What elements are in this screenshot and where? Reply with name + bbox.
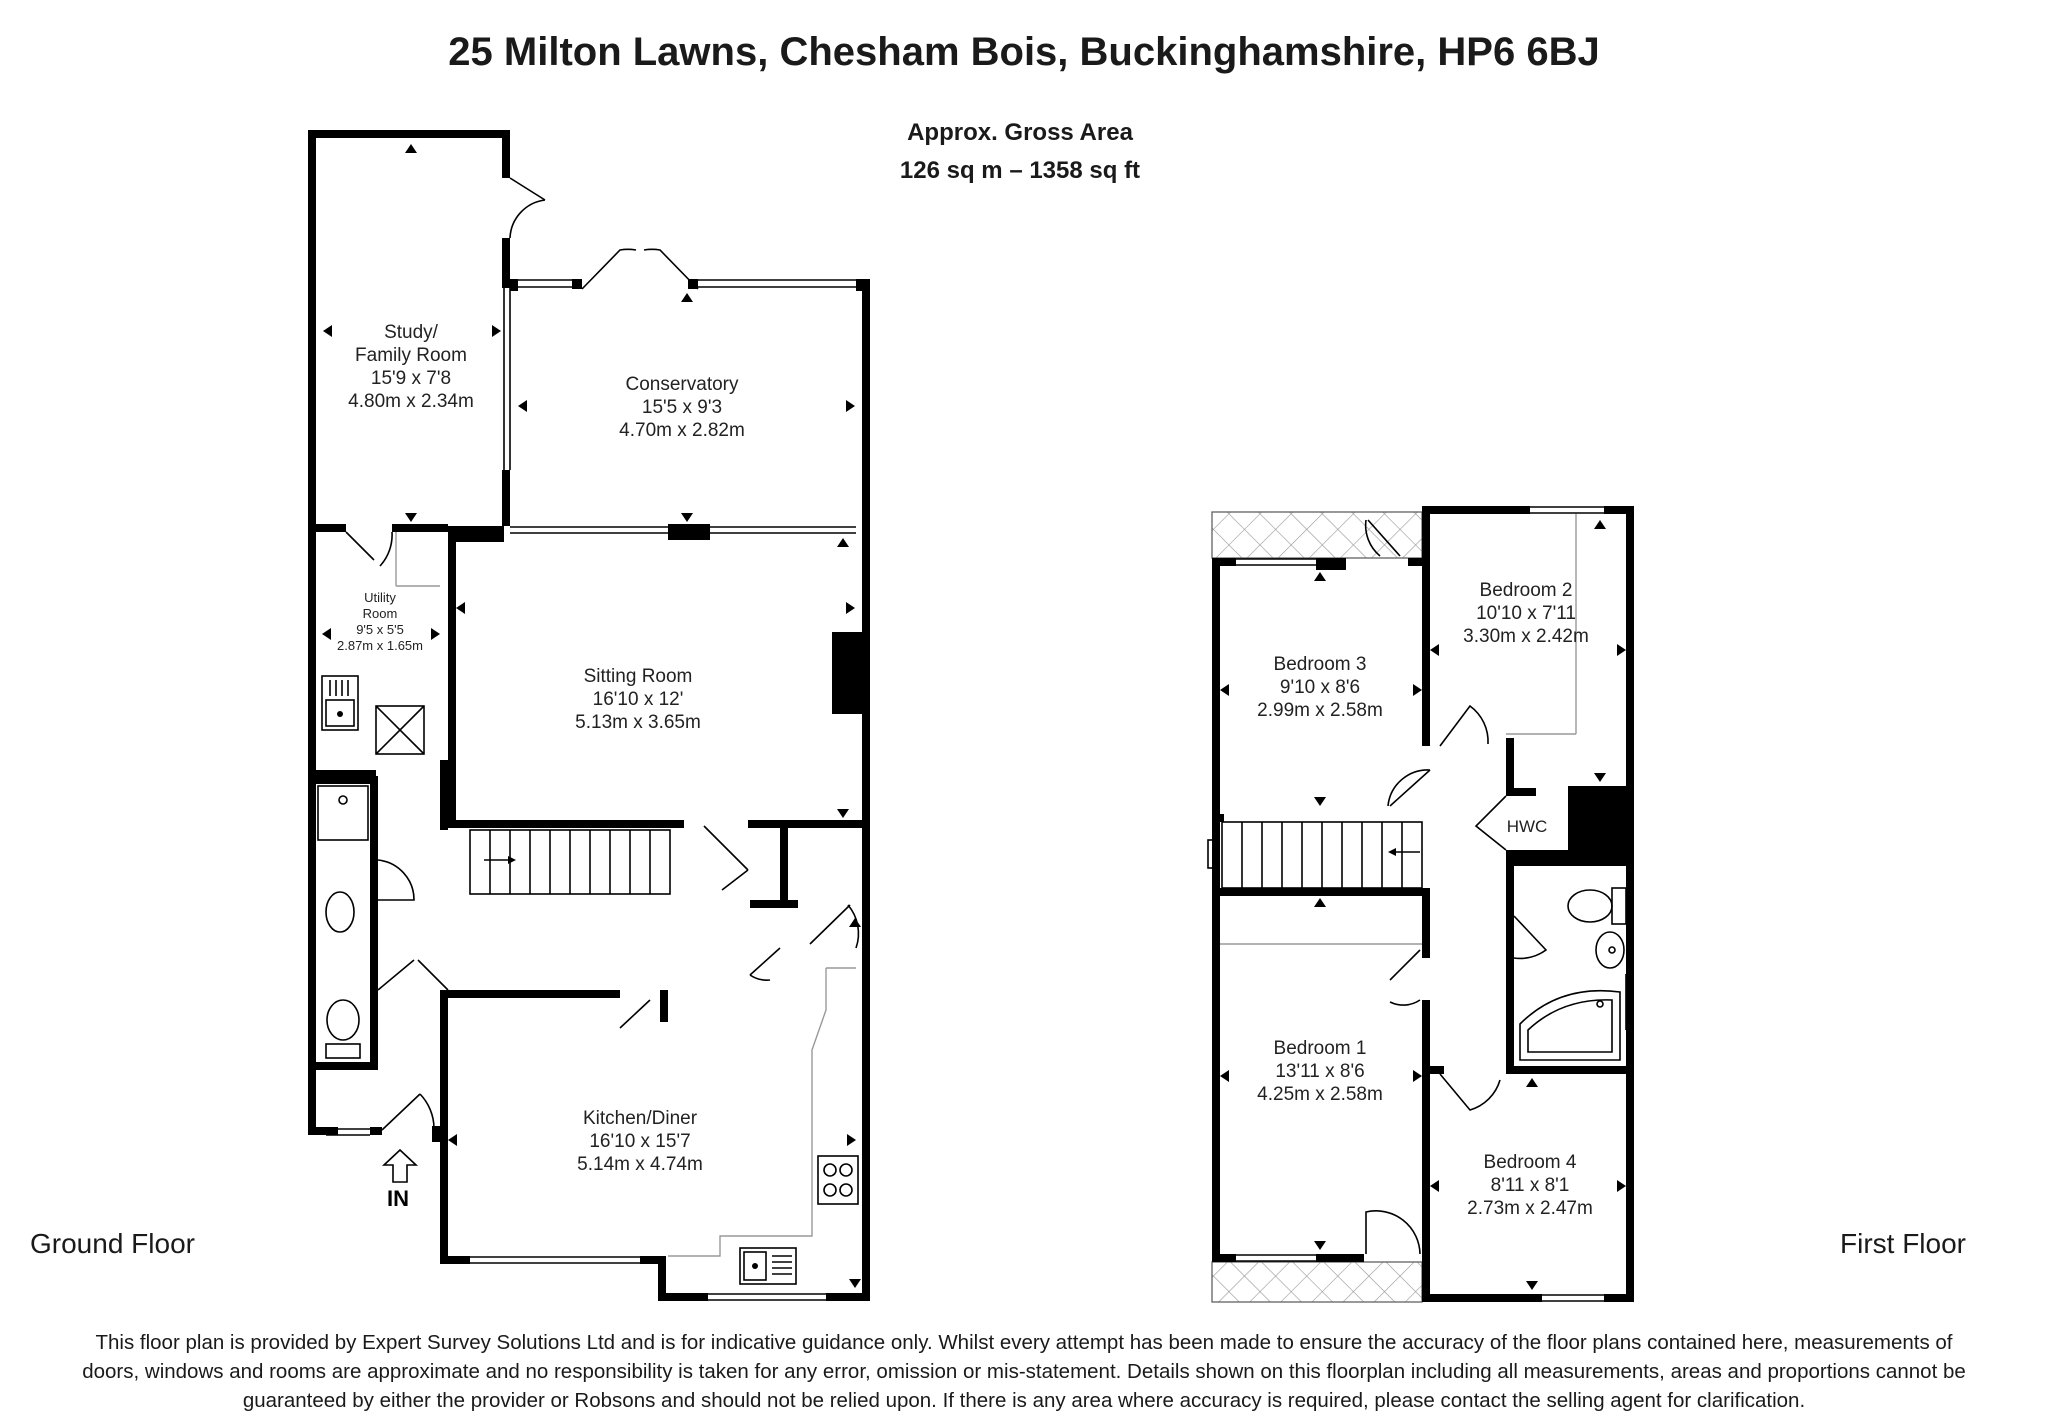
conservatory-metric: 4.70m x 2.82m bbox=[619, 420, 745, 441]
bath-icon bbox=[1520, 991, 1620, 1060]
bedroom1-metric: 4.25m x 2.58m bbox=[1257, 1084, 1383, 1105]
entrance-arrow-icon bbox=[384, 1150, 416, 1182]
wc-block-walls bbox=[308, 776, 414, 1070]
bedroom4-label: Bedroom 4 bbox=[1483, 1152, 1577, 1173]
kitchen-imperial: 16'10 x 15'7 bbox=[589, 1131, 691, 1152]
roof-hatch-bottom bbox=[1212, 1262, 1422, 1302]
first-floor-label: First Floor bbox=[1840, 1228, 1966, 1259]
gross-area-heading: Approx. Gross Area bbox=[907, 119, 1133, 146]
utility-label-1: Utility bbox=[364, 590, 396, 605]
utility-label-2: Room bbox=[362, 606, 398, 621]
bedroom1-imperial: 13'11 x 8'6 bbox=[1275, 1061, 1365, 1082]
disclaimer bbox=[10, 1328, 2038, 1415]
study-door bbox=[510, 178, 545, 238]
bedroom3-imperial: 9'10 x 8'6 bbox=[1279, 677, 1361, 698]
hall-walls bbox=[308, 948, 780, 1142]
conservatory-label: Conservatory bbox=[625, 374, 739, 395]
bedroom1-label: Bedroom 1 bbox=[1273, 1038, 1367, 1059]
utility-sink-icon bbox=[322, 676, 358, 730]
bedroom3-label: Bedroom 3 bbox=[1273, 654, 1367, 675]
sitting-room-metric: 5.13m x 3.65m bbox=[575, 712, 701, 733]
sitting-room-label: Sitting Room bbox=[583, 666, 693, 687]
first-floor-stairs bbox=[1220, 822, 1422, 944]
kitchen-label: Kitchen/Diner bbox=[582, 1108, 698, 1129]
disclaimer-line-2: doors, windows and rooms are approximate and no responsibility is taken for any error, omission or mis-statement. Details shown on this floorplan including all measurements, areas and proportions cannot be bbox=[82, 1360, 1966, 1383]
disclaimer-line-3: guaranteed by either the provider or Robsons and should not be relied upon. If there is any area where accuracy is required, please contact the selling agent for clarification. bbox=[242, 1389, 1806, 1412]
sitting-room-imperial: 16'10 x 12' bbox=[592, 689, 684, 710]
study-label-1: Study/ bbox=[384, 322, 438, 343]
utility-room-walls bbox=[316, 524, 448, 830]
hwc-label: HWC bbox=[1506, 817, 1548, 836]
bedroom2-imperial: 10'10 x 7'11 bbox=[1476, 603, 1576, 624]
gross-area-value: 126 sq m – 1358 sq ft bbox=[899, 157, 1141, 184]
study-imperial: 15'9 x 7'8 bbox=[370, 368, 452, 389]
entrance-label: IN bbox=[387, 1186, 409, 1211]
disclaimer-line-1: This floor plan is provided by Expert Survey Solutions Ltd and is for indicative guidance only. Whilst every attempt has been made to ensure the accuracy of the floor plans contained here, measurements of bbox=[95, 1331, 1953, 1354]
kitchen-sink-icon bbox=[740, 1248, 796, 1284]
basin-icon bbox=[1596, 932, 1624, 968]
ground-floor-label: Ground Floor bbox=[30, 1228, 195, 1259]
kitchen-metric: 5.14m x 4.74m bbox=[577, 1154, 703, 1175]
utility-imperial: 9'5 x 5'5 bbox=[356, 622, 404, 637]
toilet-icon bbox=[1568, 888, 1626, 924]
study-room-walls bbox=[308, 130, 510, 1135]
kitchen-walls bbox=[440, 905, 870, 1301]
conservatory-imperial: 15'5 x 9'3 bbox=[641, 397, 723, 418]
skylight-icon bbox=[376, 706, 424, 754]
roof-hatch-top bbox=[1212, 512, 1422, 558]
bedroom3-metric: 2.99m x 2.58m bbox=[1257, 700, 1383, 721]
utility-metric: 2.87m x 1.65m bbox=[337, 638, 423, 653]
bedroom2-metric: 3.30m x 2.42m bbox=[1463, 626, 1589, 647]
bedroom4-imperial: 8'11 x 8'1 bbox=[1490, 1175, 1570, 1196]
page-title: 25 Milton Lawns, Chesham Bois, Buckinghamshire, HP6 6BJ bbox=[448, 30, 1600, 74]
study-metric: 4.80m x 2.34m bbox=[348, 391, 474, 412]
bedroom4-metric: 2.73m x 2.47m bbox=[1467, 1198, 1593, 1219]
hob-icon bbox=[818, 1156, 858, 1204]
ground-stairs bbox=[470, 830, 670, 894]
bedroom2-label: Bedroom 2 bbox=[1479, 580, 1573, 601]
study-label-2: Family Room bbox=[355, 345, 467, 366]
